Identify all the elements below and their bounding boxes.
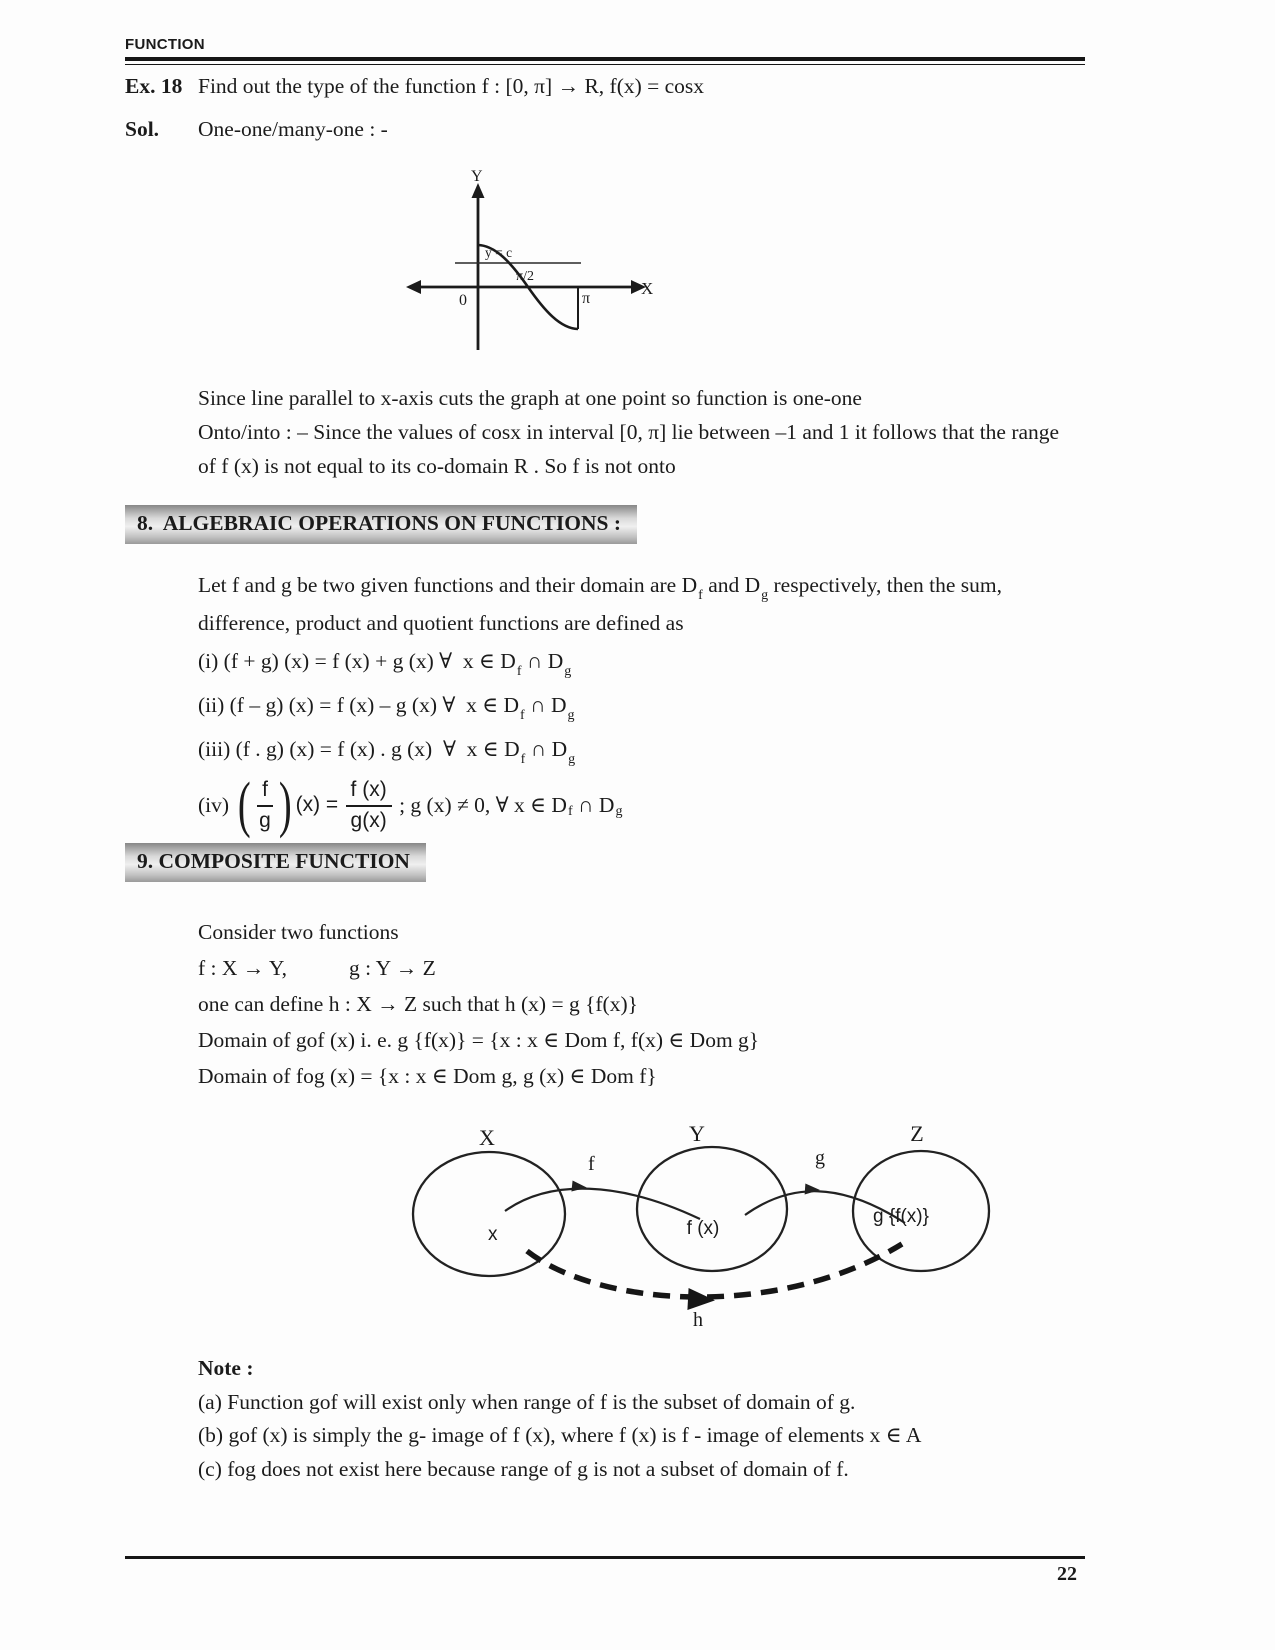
set-x-label: X — [479, 1125, 495, 1150]
section-9-heading: 9. COMPOSITE FUNCTION — [125, 843, 426, 882]
arrow-g-label: g — [815, 1147, 825, 1169]
arrow-f — [505, 1189, 700, 1219]
x-axis-left-arrow-icon — [406, 280, 421, 294]
op-item-quotient: (iv) ( $\frac{f}{g}$ ) (x) = $\frac{f (x)}{g(x)}$ ; g (x) ≠ 0, ∀ x ∈ D f ∩ D g — [198, 770, 623, 839]
arrow-f-label: f — [588, 1153, 595, 1175]
graph-pi-label: π — [582, 290, 591, 307]
arrow-g-head-icon — [805, 1184, 821, 1196]
set-y-label: Y — [689, 1123, 705, 1146]
set-z-label: Z — [910, 1123, 924, 1146]
analysis-line-3: of f (x) is not equal to its co-domain R . So f is not onto — [198, 454, 676, 478]
analysis-line-2: Onto/into : – Since the values of cosx in interval [0, π] lie between –1 and 1 it follows that the range — [198, 420, 1060, 444]
graph-half-pi-label: π/2 — [516, 269, 534, 284]
note-title: Note : — [198, 1356, 254, 1380]
solution-text: One-one/many-one : - — [198, 117, 388, 141]
op-item-sum: (i) (f + g) (x) = f (x) + g (x) ∀ x ∈ $D_f$ ∩ $D_g$ — [198, 649, 572, 679]
subscript-f: f — [698, 588, 703, 603]
example-question: Find out the type of the function f : [0, π] → R, f(x) = cosx — [198, 74, 705, 98]
op4-condition: ; g (x) ≠ 0, ∀ x ∈ D — [393, 792, 567, 817]
composite-line-2 — [198, 950, 759, 986]
solution-row — [125, 117, 1125, 142]
ops-intro-line-2: difference, product and quotient functions are defined as — [198, 611, 684, 635]
algebraic-operations-block — [198, 568, 1002, 773]
element-fx-label: f (x) — [686, 1218, 720, 1239]
set-ellipse-y — [637, 1147, 787, 1271]
subscript-g: g — [564, 664, 572, 679]
subscript-g: g — [615, 804, 623, 819]
op4-arg: (x) = — [295, 793, 339, 816]
composite-line-5: Domain of fog (x) = {x : x ∈ Dom g, g (x) ∈ Dom f} — [198, 1064, 657, 1088]
note-item-c: (c) fog does not exist here because range of g is not a subset of domain of f. — [198, 1456, 849, 1481]
footer-rule — [125, 1556, 1085, 1559]
graph-x-label: X — [641, 279, 654, 298]
analysis-line-1: Since line parallel to x-axis cuts the graph at one point so function is one-one — [198, 386, 862, 410]
arrow-f-head-icon — [571, 1181, 587, 1194]
graph-yc-label: y = c — [485, 245, 513, 260]
arrow-h-head-icon — [687, 1288, 715, 1311]
subscript-f: f — [520, 752, 526, 767]
composite-function-block — [198, 914, 759, 1094]
f-mapping: f : X → Y, — [198, 956, 287, 980]
subscript-g: g — [568, 752, 576, 767]
arrow-h-label: h — [693, 1309, 703, 1331]
right-paren: ) — [278, 770, 292, 839]
op-item-difference: (ii) (f – g) (x) = f (x) – g (x) ∀ x ∈ $D_f$ ∩ $D_g$ — [198, 693, 575, 723]
note-block — [198, 1352, 921, 1486]
g-mapping: g : Y → Z — [349, 956, 436, 980]
header-double-rule — [125, 57, 1085, 65]
composite-line-3: one can define h : X → Z such that h (x) = g {f(x)} — [198, 992, 638, 1016]
op4-label: (iv) — [198, 792, 230, 817]
analysis-paragraph — [198, 381, 1059, 483]
composite-line-4: Domain of gof (x) i. e. g {f(x)} = {x : x ∈ Dom f, f(x) ∈ Dom g} — [198, 1028, 760, 1052]
element-gfx-label: g {f(x)} — [873, 1206, 929, 1227]
graph-y-label: Y — [471, 168, 483, 185]
subscript-g: g — [567, 708, 575, 723]
graph-origin-label: 0 — [459, 292, 467, 309]
op-item-product: (iii) (f . g) (x) = f (x) . g (x) ∀ x ∈ $D_f$ ∩ $D_g$ — [198, 737, 576, 767]
left-paren: ( — [238, 770, 252, 839]
solution-label: Sol. — [125, 117, 160, 141]
example-label: Ex. 18 — [125, 74, 183, 98]
element-x-label: x — [488, 1224, 498, 1245]
subscript-f: f — [520, 708, 525, 723]
set-ellipse-x — [413, 1152, 565, 1276]
composite-line-1: Consider two functions — [198, 920, 399, 944]
subscript-f: f — [567, 804, 573, 819]
y-axis-arrow-icon — [472, 183, 485, 198]
note-item-b: (b) gof (x) is simply the g- image of f (x), where f (x) is f - image of elements x ∈ A — [198, 1423, 922, 1447]
ops-intro-line-1: Let f and g be two given functions and their domain are $D_f$ and $D_g$ respectively, then the sum, — [198, 573, 1002, 603]
note-item-a: (a) Function gof will exist only when range of f is the subset of domain of g. — [198, 1389, 856, 1414]
fraction-f-over-g: $\frac{f}{g}$ — [257, 778, 273, 833]
subscript-f: f — [516, 664, 522, 679]
composite-diagram — [400, 1123, 1020, 1338]
section-8-heading: 8. ALGEBRAIC OPERATIONS ON FUNCTIONS : — [125, 505, 637, 544]
fraction-fx-over-gx: $\frac{f (x)}{g(x)}$ — [346, 778, 392, 833]
cosx-graph — [385, 168, 685, 363]
page-number: 22 — [1057, 1563, 1077, 1585]
page-header-title: FUNCTION — [125, 36, 205, 53]
example-row — [125, 74, 1125, 99]
subscript-g: g — [761, 588, 769, 603]
